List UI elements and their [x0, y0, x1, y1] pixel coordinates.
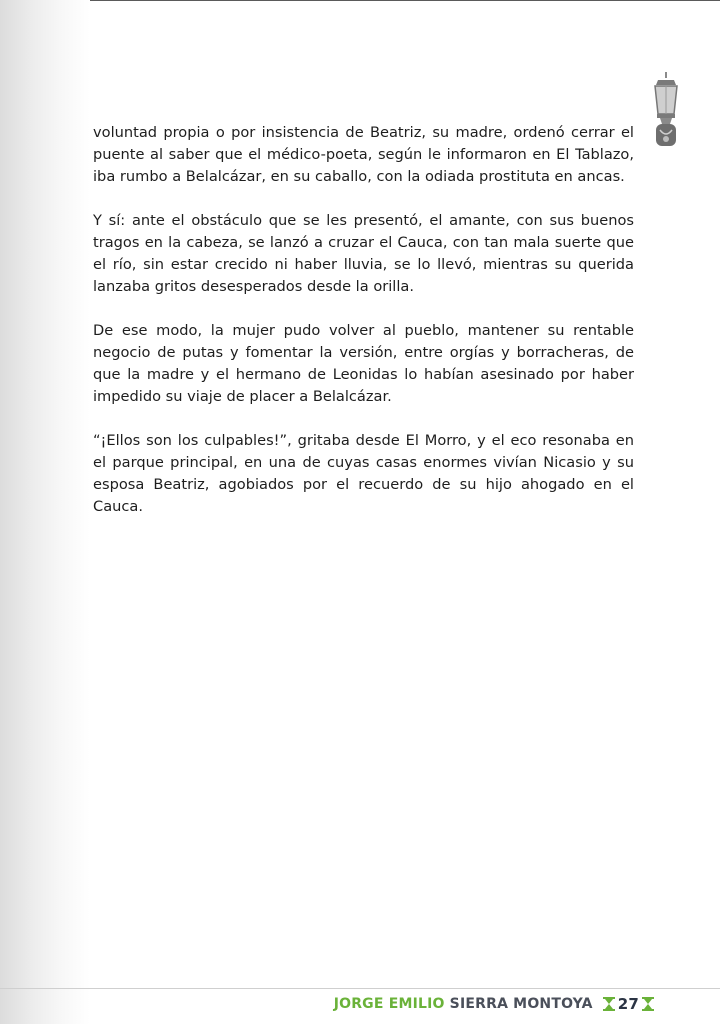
page-number: 27	[617, 995, 639, 1013]
hourglass-ornament-icon	[603, 997, 615, 1011]
paragraph: voluntad propia o por insistencia de Beatriz, su madre, ordenó cerrar el puente al saber que el médico-poeta, según le informaron en El Tablazo, iba rumbo a Belalcázar, en su caballo, con la odiada prostituta en ancas.	[93, 124, 634, 185]
top-border	[0, 0, 720, 1]
body-text	[93, 122, 634, 540]
street-lamp-icon	[646, 72, 686, 152]
paragraph: Y sí: ante el obstáculo que se les presentó, el amante, con sus buenos tragos en la cabeza, se lanzó a cruzar el Cauca, con tan mala suerte que el río, sin estar crecido ni haber lluvia, se lo llevó, mientras su querida lanzaba gritos desesperados desde la orilla.	[93, 212, 634, 295]
spine-shadow	[0, 0, 90, 1024]
author-last-name: SIERRA MONTOYA	[449, 996, 593, 1012]
paragraph: De ese modo, la mujer pudo volver al pueblo, mantener su rentable negocio de putas y fomentar la versión, entre orgías y borracheras, de que la madre y el hermano de Leonidas lo habían asesinado por haber impedido su viaje de placer a Belalcázar.	[93, 322, 634, 405]
author-first-name: JORGE EMILIO	[333, 996, 445, 1012]
hourglass-ornament-icon	[642, 997, 654, 1011]
footer-divider	[0, 988, 720, 989]
paragraph: “¡Ellos son los culpables!”, gritaba desde El Morro, y el eco resonaba en el parque principal, en una de cuyas casas enormes vivían Nicasio y su esposa Beatriz, agobiados por el recuerdo de su hijo ahogado en el Cauca.	[93, 432, 634, 515]
page-footer	[334, 992, 654, 1016]
